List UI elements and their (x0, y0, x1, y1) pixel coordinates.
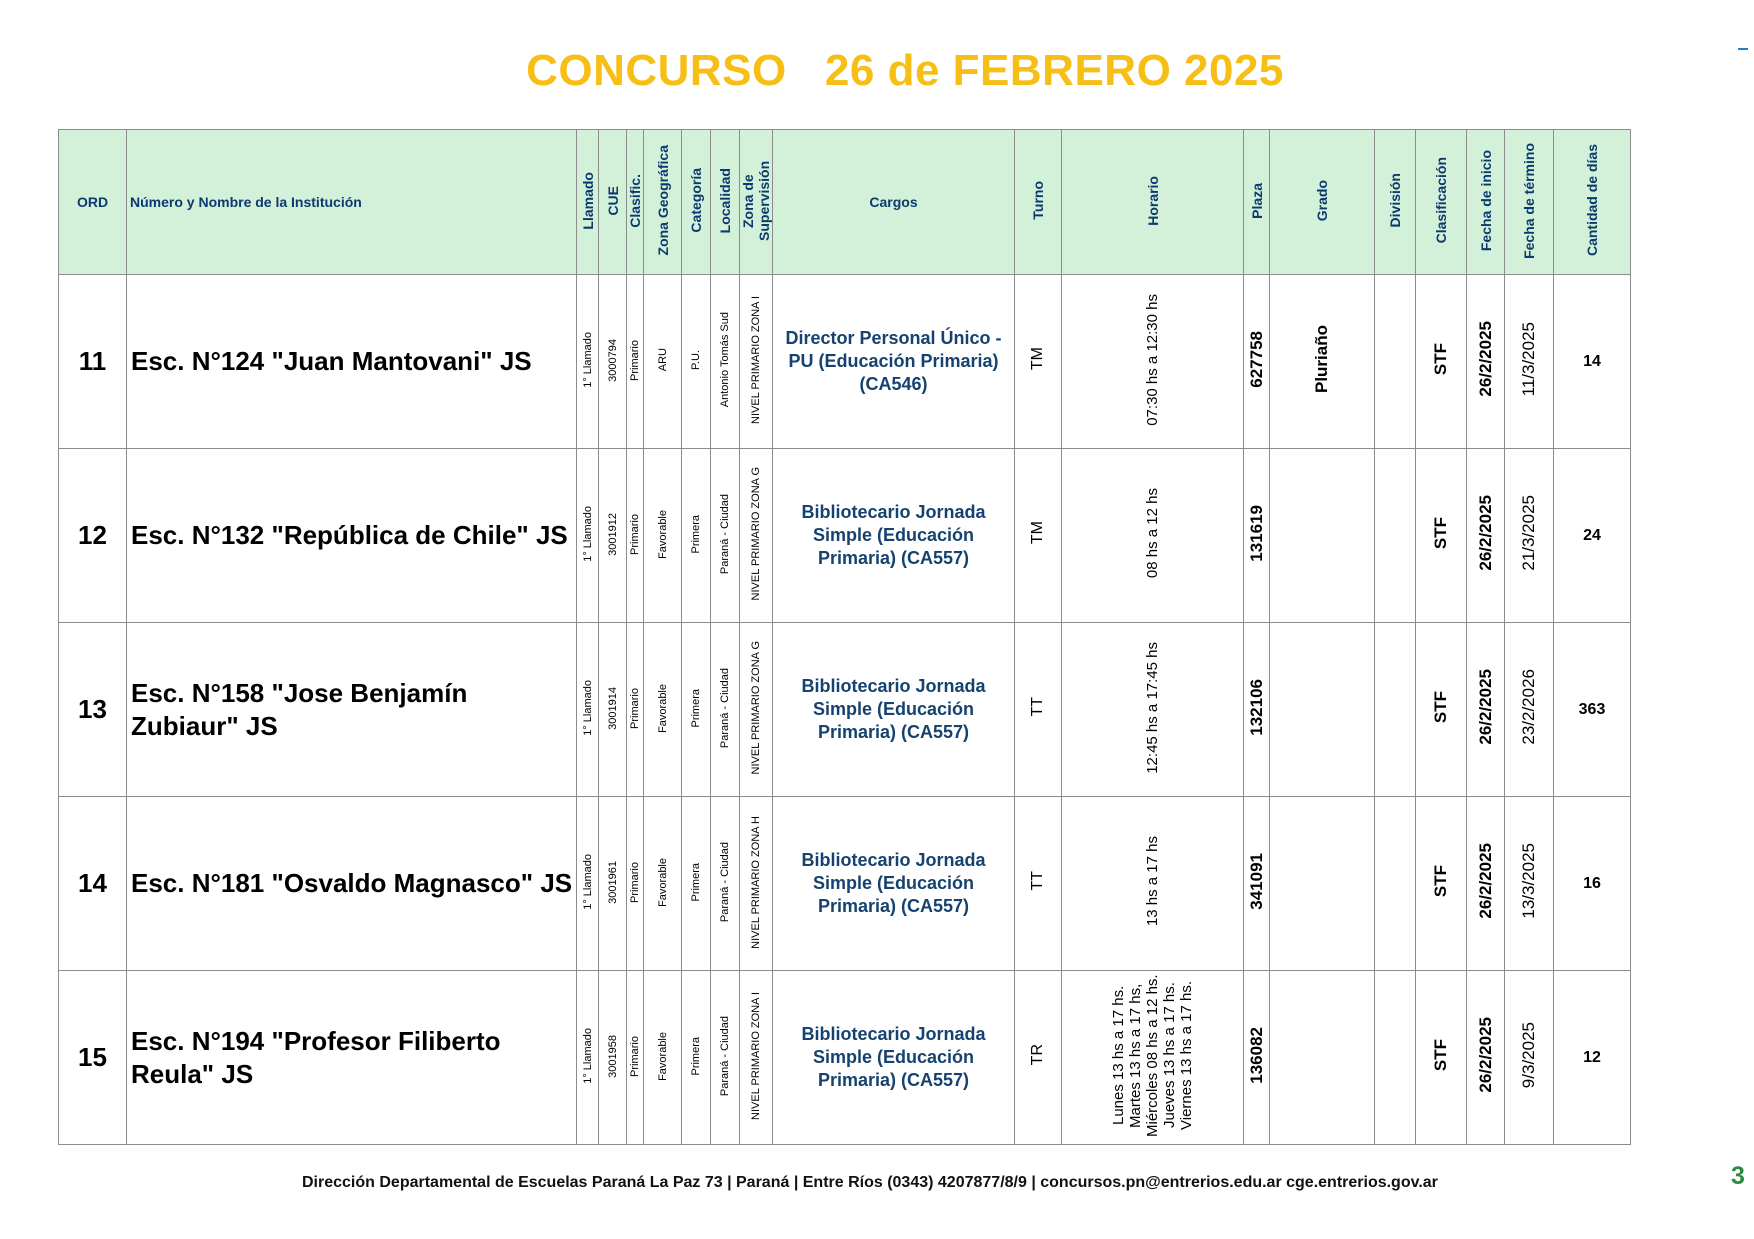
cell-clasific: Primario (627, 275, 644, 449)
cell-zona-supervision: NIVEL PRIMARIO ZONA G (740, 623, 773, 797)
cell-clasific: Primario (627, 971, 644, 1145)
cell-cantidad-dias: 14 (1554, 275, 1631, 449)
footer-contact: Dirección Departamental de Escuelas Paraná La Paz 73 | Paraná | Entre Ríos (0343) 4207877/8/9 | concursos.pn@entrerios.edu.ar cge.entrerios.gov.ar (302, 1174, 1438, 1191)
cell-horario: Lunes 13 hs a 17 hs. Martes 13 hs a 17 hs, Miércoles 08 hs a 12 hs. Jueves 13 hs a 17 hs. Viernes 13 hs a 17 hs. (1062, 971, 1244, 1145)
cell-localidad: Paraná - Ciudad (711, 449, 740, 623)
cell-turno: TM (1015, 275, 1062, 449)
cell-clasificacion: STF (1416, 275, 1467, 449)
cell-zona-supervision: NIVEL PRIMARIO ZONA H (740, 797, 773, 971)
cell-clasific: Primario (627, 449, 644, 623)
cell-division (1375, 971, 1416, 1145)
cell-categoria: P.U. (682, 275, 711, 449)
cell-zona: Favorable (644, 797, 682, 971)
cell-llamado: 1° Llamado (577, 797, 599, 971)
cell-cantidad-dias: 24 (1554, 449, 1631, 623)
cell-zona: Favorable (644, 449, 682, 623)
cell-institution: Esc. N°132 "República de Chile" JS (127, 449, 577, 623)
cell-llamado: 1° Llamado (577, 971, 599, 1145)
cell-fecha-termino: 11/3/2025 (1505, 275, 1554, 449)
cell-ord: 15 (59, 971, 127, 1145)
cell-clasific: Primario (627, 797, 644, 971)
col-zona-supervision: Zona de Supervisión (740, 130, 773, 275)
cell-plaza: 132106 (1244, 623, 1270, 797)
cell-categoria: Primera (682, 623, 711, 797)
cell-grado (1270, 971, 1375, 1145)
table-row (59, 623, 1631, 797)
col-division: División (1375, 130, 1416, 275)
page-number: 3 (1731, 1162, 1745, 1190)
corner-dash (1738, 48, 1748, 50)
cell-clasific: Primario (627, 623, 644, 797)
cell-localidad: Paraná - Ciudad (711, 797, 740, 971)
table-row (59, 797, 1631, 971)
cell-institution: Esc. N°194 "Profesor Filiberto Reula" JS (127, 971, 577, 1145)
col-plaza: Plaza (1244, 130, 1270, 275)
cell-division (1375, 275, 1416, 449)
cell-cantidad-dias: 12 (1554, 971, 1631, 1145)
cell-cargo: Bibliotecario Jornada Simple (Educación Primaria) (CA557) (773, 971, 1015, 1145)
cell-plaza: 341091 (1244, 797, 1270, 971)
cell-fecha-inicio: 26/2/2025 (1467, 449, 1505, 623)
cell-llamado: 1° Llamado (577, 449, 599, 623)
cell-clasificacion: STF (1416, 623, 1467, 797)
col-fecha-termino: Fecha de término (1505, 130, 1554, 275)
cell-clasificacion: STF (1416, 797, 1467, 971)
cell-fecha-inicio: 26/2/2025 (1467, 275, 1505, 449)
cell-llamado: 1° Llamado (577, 623, 599, 797)
cell-division (1375, 449, 1416, 623)
cell-fecha-inicio: 26/2/2025 (1467, 623, 1505, 797)
cell-horario: 08 hs a 12 hs (1062, 449, 1244, 623)
cell-llamado: 1° Llamado (577, 275, 599, 449)
cell-cue: 3001961 (599, 797, 627, 971)
col-cargos: Cargos (773, 130, 1015, 275)
cell-categoria: Primera (682, 797, 711, 971)
cell-fecha-inicio: 26/2/2025 (1467, 971, 1505, 1145)
cell-division (1375, 797, 1416, 971)
cell-institution: Esc. N°181 "Osvaldo Magnasco" JS (127, 797, 577, 971)
cell-fecha-termino: 23/2/2026 (1505, 623, 1554, 797)
cell-plaza: 627758 (1244, 275, 1270, 449)
cell-cantidad-dias: 16 (1554, 797, 1631, 971)
col-clasific: Clasific. (627, 130, 644, 275)
cell-categoria: Primera (682, 449, 711, 623)
col-llamado: Llamado (577, 130, 599, 275)
col-horario: Horario (1062, 130, 1244, 275)
cell-horario: 12:45 hs a 17:45 hs (1062, 623, 1244, 797)
col-zona-geografica: Zona Geográfica (644, 130, 682, 275)
cell-zona-supervision: NIVEL PRIMARIO ZONA I (740, 971, 773, 1145)
cell-zona: ARU (644, 275, 682, 449)
cell-clasificacion: STF (1416, 971, 1467, 1145)
cell-cargo: Bibliotecario Jornada Simple (Educación Primaria) (CA557) (773, 449, 1015, 623)
cell-zona-supervision: NIVEL PRIMARIO ZONA G (740, 449, 773, 623)
cell-cue: 3001912 (599, 449, 627, 623)
cell-plaza: 136082 (1244, 971, 1270, 1145)
cell-zona-supervision: NIVEL PRIMARIO ZONA I (740, 275, 773, 449)
cell-localidad: Antonio Tomás Sud (711, 275, 740, 449)
cell-ord: 11 (59, 275, 127, 449)
cell-fecha-termino: 9/3/2025 (1505, 971, 1554, 1145)
col-turno: Turno (1015, 130, 1062, 275)
col-institution: Número y Nombre de la Institución (127, 130, 577, 275)
table-row (59, 971, 1631, 1145)
table-row (59, 275, 1631, 449)
cell-zona: Favorable (644, 971, 682, 1145)
table-header-row (59, 130, 1631, 275)
cell-turno: TR (1015, 971, 1062, 1145)
cell-grado (1270, 449, 1375, 623)
cell-cantidad-dias: 363 (1554, 623, 1631, 797)
cell-fecha-termino: 21/3/2025 (1505, 449, 1554, 623)
cell-institution: Esc. N°158 "Jose Benjamín Zubiaur" JS (127, 623, 577, 797)
cell-cargo: Bibliotecario Jornada Simple (Educación Primaria) (CA557) (773, 623, 1015, 797)
concurso-table (58, 129, 1631, 1145)
page-title: CONCURSO 26 de FEBRERO 2025 (526, 46, 1284, 95)
cell-ord: 14 (59, 797, 127, 971)
cell-ord: 13 (59, 623, 127, 797)
cell-clasificacion: STF (1416, 449, 1467, 623)
col-clasificacion: Clasificación (1416, 130, 1467, 275)
cell-horario: 13 hs a 17 hs (1062, 797, 1244, 971)
cell-grado (1270, 623, 1375, 797)
col-cue: CUE (599, 130, 627, 275)
cell-fecha-termino: 13/3/2025 (1505, 797, 1554, 971)
cell-turno: TT (1015, 623, 1062, 797)
cell-institution: Esc. N°124 "Juan Mantovani" JS (127, 275, 577, 449)
cell-cargo: Director Personal Único - PU (Educación Primaria) (CA546) (773, 275, 1015, 449)
cell-cue: 3000794 (599, 275, 627, 449)
cell-cue: 3001914 (599, 623, 627, 797)
cell-plaza: 131619 (1244, 449, 1270, 623)
cell-grado: Pluriaño (1270, 275, 1375, 449)
table-row (59, 449, 1631, 623)
cell-horario: 07:30 hs a 12:30 hs (1062, 275, 1244, 449)
col-grado: Grado (1270, 130, 1375, 275)
cell-localidad: Paraná - Ciudad (711, 623, 740, 797)
cell-zona: Favorable (644, 623, 682, 797)
cell-division (1375, 623, 1416, 797)
col-cantidad-dias: Cantidad de días (1554, 130, 1631, 275)
cell-categoria: Primera (682, 971, 711, 1145)
cell-cue: 3001958 (599, 971, 627, 1145)
cell-ord: 12 (59, 449, 127, 623)
cell-turno: TM (1015, 449, 1062, 623)
cell-fecha-inicio: 26/2/2025 (1467, 797, 1505, 971)
col-ord: ORD (59, 130, 127, 275)
cell-localidad: Paraná - Ciudad (711, 971, 740, 1145)
cell-turno: TT (1015, 797, 1062, 971)
col-localidad: Localidad (711, 130, 740, 275)
cell-cargo: Bibliotecario Jornada Simple (Educación Primaria) (CA557) (773, 797, 1015, 971)
col-fecha-inicio: Fecha de inicio (1467, 130, 1505, 275)
col-categoria: Categoría (682, 130, 711, 275)
cell-grado (1270, 797, 1375, 971)
